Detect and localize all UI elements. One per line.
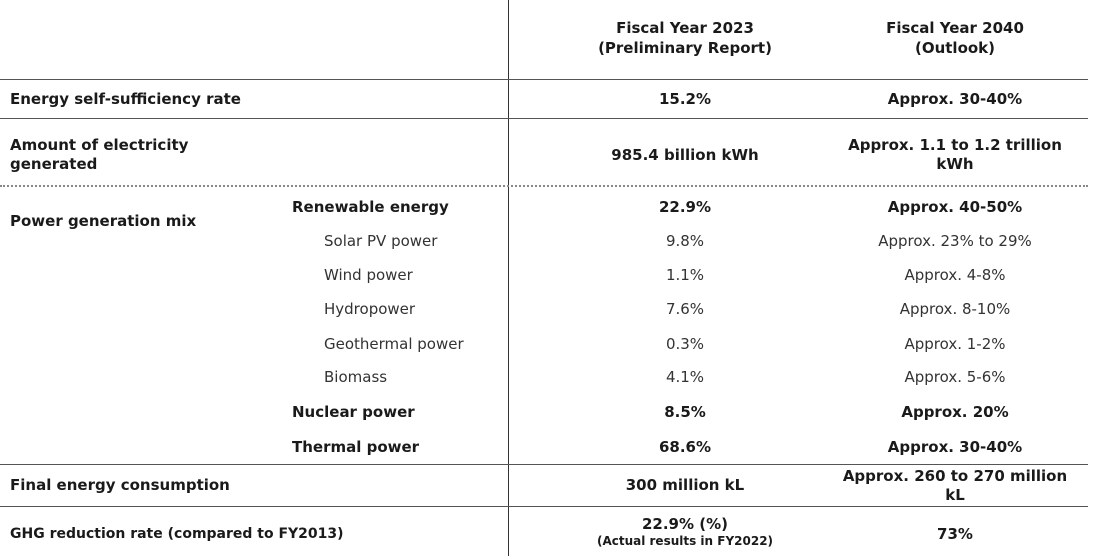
dotted-rule bbox=[0, 185, 1088, 187]
header-fy2040-title: Fiscal Year 2040 bbox=[886, 19, 1024, 37]
header-fy2023 bbox=[560, 18, 810, 58]
value-hydro-2040: Approx. 8-10% bbox=[899, 300, 1011, 318]
value-wind-2040: Approx. 4-8% bbox=[904, 266, 1006, 284]
header-rule bbox=[0, 79, 1088, 80]
row-label-solar: Solar PV power bbox=[324, 232, 438, 250]
header-fy2040-subtitle: (Outlook) bbox=[914, 39, 996, 57]
value-nuclear-2023: 8.5% bbox=[664, 403, 706, 421]
value-renewable-2023: 22.9% bbox=[658, 198, 712, 216]
value-electricity-2040 bbox=[820, 136, 1090, 174]
value-biomass-2040: Approx. 5-6% bbox=[904, 368, 1006, 386]
header-fy2023-title: Fiscal Year 2023 bbox=[616, 19, 754, 37]
value-final-consumption-2040 bbox=[820, 467, 1090, 505]
value-hydro-2023: 7.6% bbox=[665, 300, 705, 318]
row-label-electricity-line1: Amount of electricity bbox=[10, 136, 189, 154]
value-biomass-2023: 4.1% bbox=[665, 368, 705, 386]
value-solar-2023: 9.8% bbox=[665, 232, 705, 250]
value-self-sufficiency-2040: Approx. 30-40% bbox=[887, 90, 1023, 108]
header-fy2040 bbox=[820, 18, 1090, 58]
row-rule bbox=[0, 506, 1088, 507]
row-label-wind: Wind power bbox=[324, 266, 413, 284]
value-solar-2040: Approx. 23% to 29% bbox=[878, 232, 1032, 250]
row-label-power-mix: Power generation mix bbox=[10, 212, 197, 230]
value-final-consumption-2040-line1: Approx. 260 to 270 million bbox=[842, 467, 1068, 485]
value-final-consumption-2023: 300 million kL bbox=[625, 476, 745, 494]
value-geothermal-2040: Approx. 1-2% bbox=[904, 335, 1006, 353]
row-label-thermal: Thermal power bbox=[292, 438, 420, 456]
value-electricity-2040-line1: Approx. 1.1 to 1.2 trillion bbox=[848, 136, 1062, 154]
value-electricity-2040-line2: kWh bbox=[936, 155, 974, 173]
row-rule bbox=[0, 118, 1088, 119]
value-wind-2023: 1.1% bbox=[665, 266, 705, 284]
row-label-nuclear: Nuclear power bbox=[292, 403, 415, 421]
row-label-electricity-line2: generated bbox=[10, 155, 98, 173]
value-final-consumption-2040-line2: kL bbox=[945, 486, 965, 504]
header-fy2023-subtitle: (Preliminary Report) bbox=[598, 39, 772, 57]
row-label-hydro: Hydropower bbox=[324, 300, 416, 318]
value-ghg-2040: 73% bbox=[937, 525, 973, 543]
row-rule bbox=[0, 464, 1088, 465]
value-renewable-2040: Approx. 40-50% bbox=[887, 198, 1023, 216]
value-self-sufficiency-2023: 15.2% bbox=[658, 90, 712, 108]
value-ghg-2023-main: 22.9% (%) bbox=[641, 515, 728, 533]
value-ghg-2023 bbox=[560, 515, 810, 548]
value-ghg-2023-note: (Actual results in FY2022) bbox=[596, 534, 774, 548]
row-label-self-sufficiency: Energy self-sufficiency rate bbox=[10, 90, 241, 108]
value-geothermal-2023: 0.3% bbox=[665, 335, 705, 353]
value-electricity-2023: 985.4 billion kWh bbox=[611, 146, 759, 164]
row-label-electricity bbox=[10, 136, 188, 174]
value-thermal-2040: Approx. 30-40% bbox=[887, 438, 1023, 456]
row-label-biomass: Biomass bbox=[324, 368, 388, 386]
row-label-ghg: GHG reduction rate (compared to FY2013) bbox=[10, 526, 344, 542]
row-label-renewable: Renewable energy bbox=[292, 198, 449, 216]
value-thermal-2023: 68.6% bbox=[658, 438, 712, 456]
row-label-geothermal: Geothermal power bbox=[324, 335, 464, 353]
column-divider bbox=[508, 0, 509, 556]
row-label-final-consumption: Final energy consumption bbox=[10, 476, 230, 494]
value-nuclear-2040: Approx. 20% bbox=[901, 403, 1009, 421]
